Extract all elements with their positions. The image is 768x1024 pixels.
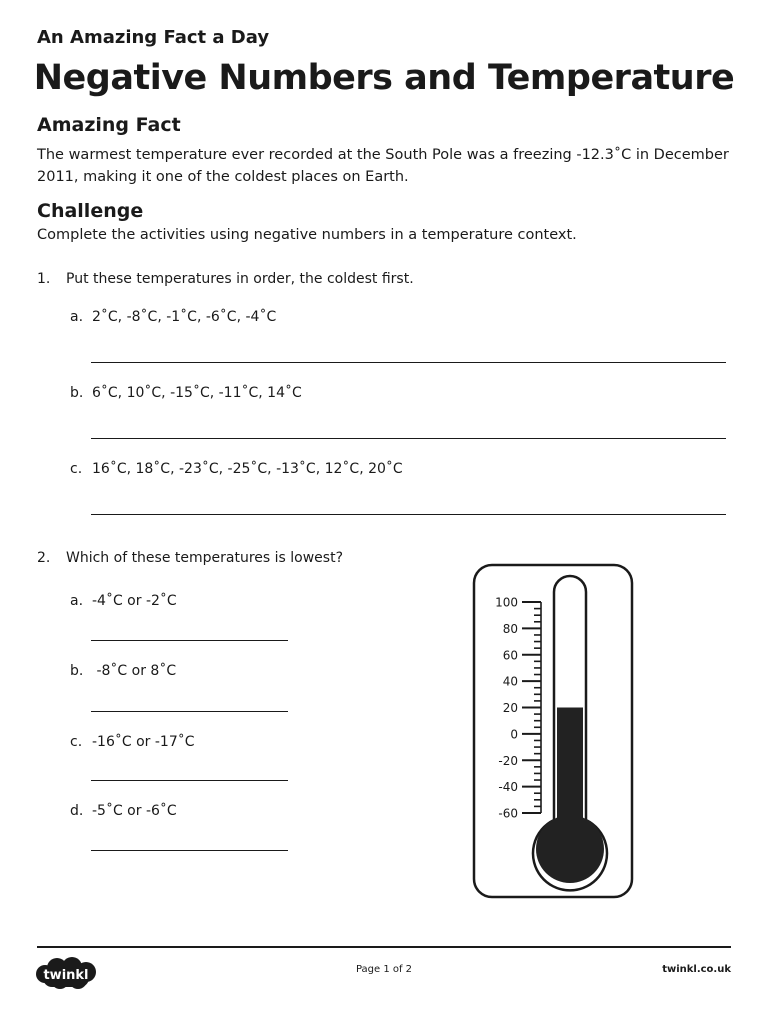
item-text: -8˚C or 8˚C [92, 663, 177, 679]
question-1c [70, 461, 403, 477]
scale-label: 80 [502, 621, 518, 636]
amazing-fact-text: The warmest temperature ever recorded at the South Pole was a freezing -12.3˚C in December 2011, making it one of the coldest places on Earth. [37, 147, 729, 185]
scale-label: -40 [498, 780, 518, 795]
thermometer [470, 562, 636, 900]
question-1 [37, 271, 414, 287]
answer-line-2b[interactable] [91, 711, 288, 712]
answer-line-1b[interactable] [91, 438, 726, 439]
scale-label: -60 [498, 806, 518, 821]
question-1a [70, 309, 276, 325]
answer-line-2d[interactable] [91, 850, 288, 851]
item-letter: c. [70, 461, 83, 477]
scale-label: -20 [498, 753, 518, 768]
page-subtitle: An Amazing Fact a Day [37, 27, 270, 48]
item-text: 6˚C, 10˚C, -15˚C, -11˚C, 14˚C [92, 385, 302, 401]
answer-line-2c[interactable] [91, 780, 288, 781]
scale-label: 40 [502, 674, 518, 689]
footer-divider [37, 946, 731, 948]
thermometer-bulb [536, 815, 604, 883]
item-letter: a. [70, 309, 84, 325]
thermometer-mercury [557, 708, 583, 825]
scale-label: 60 [502, 648, 518, 663]
challenge-heading: Challenge [37, 200, 144, 222]
item-letter: c. [70, 734, 83, 750]
scale-label: 100 [495, 595, 518, 610]
item-letter: d. [70, 803, 84, 819]
question-2a [70, 593, 177, 609]
question-2 [37, 550, 343, 566]
question-text: Put these temperatures in order, the coldest first. [66, 271, 414, 287]
item-text: -4˚C or -2˚C [92, 593, 177, 609]
page-title: Negative Numbers and Temperature [33, 58, 735, 98]
scale-label: 0 [510, 727, 518, 742]
page-number: Page 1 of 2 [355, 964, 413, 975]
challenge-text: Complete the activities using negative numbers in a temperature context. [37, 227, 577, 243]
item-text: -16˚C or -17˚C [92, 734, 195, 750]
site-url[interactable]: twinkl.co.uk [662, 964, 731, 975]
scale-label: 20 [502, 701, 518, 715]
item-letter: b. [70, 663, 84, 679]
amazing-fact-heading: Amazing Fact [37, 114, 181, 136]
logo-text: twinkl [43, 968, 89, 983]
item-letter: a. [70, 593, 84, 609]
question-2d [70, 803, 177, 819]
question-2c [70, 734, 195, 750]
answer-line-2a[interactable] [91, 640, 288, 641]
item-letter: b. [70, 385, 84, 401]
question-2b [70, 663, 176, 679]
question-number: 1. [37, 271, 51, 287]
question-1b [70, 385, 302, 401]
question-text: Which of these temperatures is lowest? [66, 550, 344, 566]
item-text: -5˚C or -6˚C [92, 803, 177, 819]
question-number: 2. [37, 550, 51, 566]
answer-line-1c[interactable] [91, 514, 726, 515]
item-text: 16˚C, 18˚C, -23˚C, -25˚C, -13˚C, 12˚C, 20˚C [92, 461, 403, 477]
answer-line-1a[interactable] [91, 362, 726, 363]
item-text: 2˚C, -8˚C, -1˚C, -6˚C, -4˚C [92, 309, 277, 325]
